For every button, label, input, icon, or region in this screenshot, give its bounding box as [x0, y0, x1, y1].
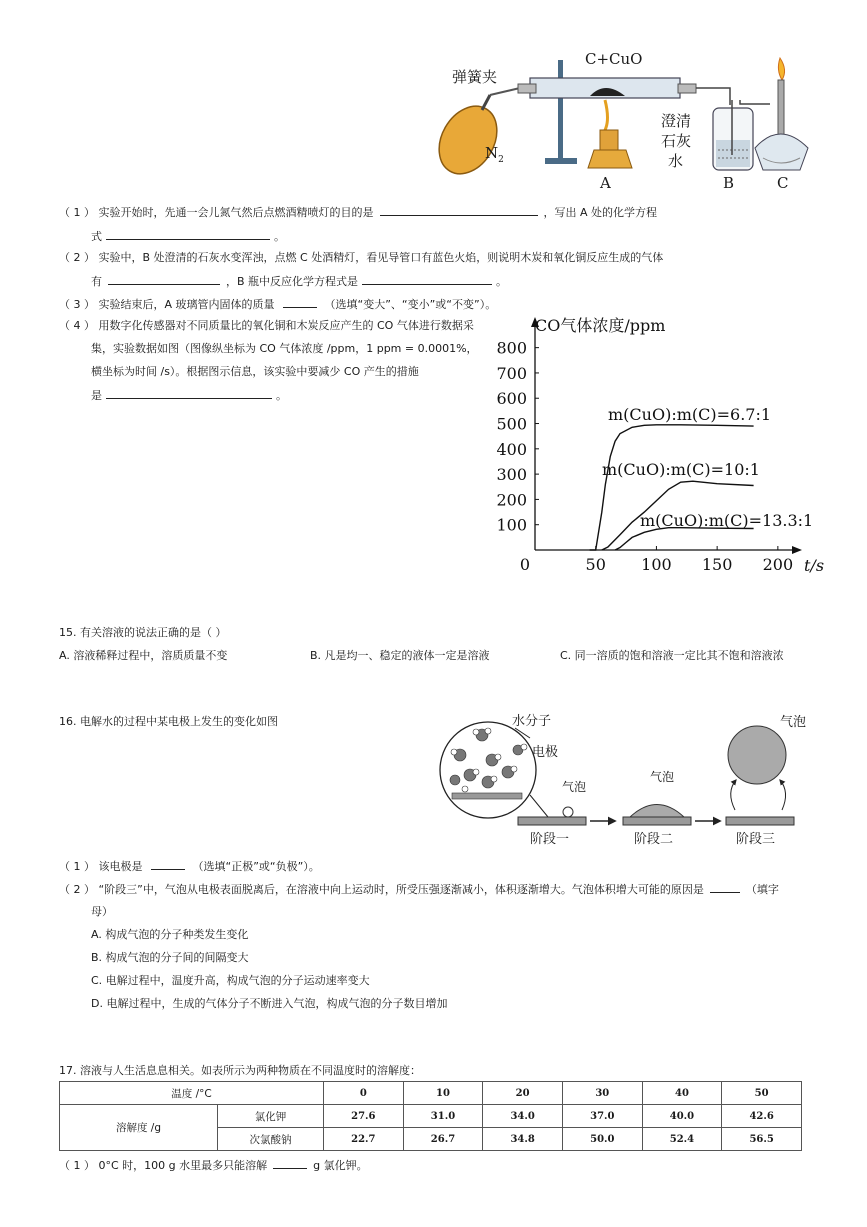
- q16-option-b[interactable]: B. 构成气泡的分子间的间隔变大: [91, 951, 249, 964]
- x-axis-label: t/s: [804, 556, 825, 575]
- table-cell: 56.5: [722, 1128, 802, 1151]
- table-cell: 27.6: [324, 1105, 404, 1128]
- x-tick-label: 100: [641, 555, 672, 574]
- row-label-kcl: 氯化钾: [218, 1105, 324, 1128]
- table-cell: 37.0: [562, 1105, 642, 1128]
- q14-line9: 是 。: [91, 389, 287, 402]
- y-tick-label: 800: [496, 338, 527, 358]
- q14-line1: （ 1 ） 实验开始时，先通一会儿氮气然后点燃酒精喷灯的目的是 ，写出 A 处的化学方程: [59, 206, 658, 219]
- label-b: B: [723, 174, 735, 192]
- bubble-label-1: 气泡: [562, 780, 587, 794]
- stage-2-label: 阶段二: [634, 832, 674, 847]
- q17-sub1: （ 1 ） 0°C 时，100 g 水里最多只能溶解 g 氯化钾。: [59, 1159, 368, 1172]
- q15-option-a[interactable]: A. 溶液稀释过程中，溶质质量不变: [59, 649, 228, 662]
- table-cell: 26.7: [403, 1128, 483, 1151]
- series-label: m(CuO):m(C)=6.7:1: [608, 405, 772, 424]
- table-cell: 10: [403, 1082, 483, 1105]
- y-tick-label: 300: [496, 465, 527, 485]
- q17-stem: 17. 溶液与人生活息息相关。如表所示为两种物质在不同温度时的溶解度：: [59, 1064, 421, 1077]
- solubility-header: 溶解度 /g: [60, 1105, 218, 1151]
- answer-blank[interactable]: [108, 273, 220, 285]
- clip-label: 弹簧夹: [452, 68, 498, 86]
- table-cell: 50: [722, 1082, 802, 1105]
- label-c: C: [777, 174, 789, 192]
- q16-sub2: （ 2 ） “阶段三”中，气泡从电极表面脱离后，在溶液中向上运动时，所受压强逐渐减小，体积逐渐增大。气泡体积增大可能的原因是 （填字: [59, 883, 779, 896]
- y-tick-label: 700: [496, 363, 527, 383]
- y-tick-label: 600: [496, 389, 527, 409]
- electrode-label: 电极: [532, 745, 559, 760]
- q14-line4: 有 ，B 瓶中反应化学方程式是 。: [91, 275, 508, 288]
- table-cell: 40.0: [642, 1105, 722, 1128]
- table-cell: 34.0: [483, 1105, 563, 1128]
- x-tick-label: 150: [701, 555, 733, 574]
- temp-header: 温度 /°C: [60, 1082, 324, 1105]
- answer-blank[interactable]: [362, 273, 492, 285]
- limewater-label-1: 澄清: [661, 112, 692, 130]
- q14-line5: （ 3 ） 实验结束后，A 玻璃管内固体的质量 （选填“变大”、“变小”或“不变”）。: [59, 298, 497, 311]
- water-molecule-label: 水分子: [512, 714, 552, 729]
- q16-option-d[interactable]: D. 电解过程中，生成的气体分子不断进入气泡，构成气泡的分子数目增加: [91, 997, 448, 1010]
- table-cell: 31.0: [403, 1105, 483, 1128]
- table-cell: 22.7: [324, 1128, 404, 1151]
- bubble-label-3: 气泡: [780, 715, 807, 730]
- table-cell: 20: [483, 1082, 563, 1105]
- x-tick-label: 0: [519, 555, 531, 574]
- reactant-label: C+CuO: [585, 50, 643, 68]
- q14-line7: 集，实验数据如图（图像纵坐标为 CO 气体浓度 /ppm，1 ppm = 0.0001%，: [91, 342, 478, 355]
- series-line: [615, 528, 754, 550]
- label-a: A: [600, 174, 611, 192]
- answer-blank[interactable]: [273, 1157, 307, 1169]
- bubble-label-2: 气泡: [650, 770, 675, 784]
- table-cell: 0: [324, 1082, 404, 1105]
- answer-blank[interactable]: [106, 387, 272, 399]
- q15-stem: 15. 有关溶液的说法正确的是（ ）: [59, 626, 227, 639]
- answer-blank[interactable]: [151, 858, 185, 870]
- co-concentration-chart: [490, 310, 825, 580]
- x-axis-arrow: [792, 546, 802, 554]
- series-label: m(CuO):m(C)=13.3:1: [640, 511, 814, 530]
- y-tick-label: 500: [496, 414, 527, 434]
- q14-line3: （ 2 ） 实验中，B 处澄清的石灰水变浑浊，点燃 C 处酒精灯，看见导管口有蓝色火焰，则说明木炭和氧化铜反应生成的气体: [59, 251, 664, 264]
- series-label: m(CuO):m(C)=10:1: [602, 460, 760, 479]
- table-cell: 34.8: [483, 1128, 563, 1151]
- q15-option-c[interactable]: C. 同一溶质的饱和溶液一定比其不饱和溶液浓: [560, 649, 784, 662]
- table-cell: 30: [562, 1082, 642, 1105]
- solubility-table: [59, 1081, 802, 1151]
- row-label-naclo: 次氯酸钠: [218, 1128, 324, 1151]
- answer-blank[interactable]: [283, 296, 317, 308]
- y-tick-label: 400: [496, 439, 527, 459]
- q14-line6: （ 4 ） 用数字化传感器对不同质量比的氧化铜和木炭反应产生的 CO 气体进行数据采: [59, 319, 474, 332]
- x-tick-label: 50: [585, 555, 606, 574]
- stage-3-label: 阶段三: [736, 832, 776, 847]
- y-tick-label: 200: [496, 490, 527, 510]
- y-axis-label: CO气体浓度/ppm: [535, 316, 666, 335]
- limewater-label-3: 水: [668, 152, 684, 170]
- table-cell: 50.0: [562, 1128, 642, 1151]
- table-cell: 42.6: [722, 1105, 802, 1128]
- q16-sub1: （ 1 ） 该电极是 （选填“正极”或“负极”）。: [59, 860, 320, 873]
- table-row: [60, 1105, 802, 1128]
- x-tick-label: 200: [762, 555, 794, 574]
- q16-sub2-cont: 母）: [91, 905, 113, 918]
- answer-blank[interactable]: [106, 228, 270, 240]
- q14-line2: 式 。: [91, 230, 285, 243]
- q14-line8: 横坐标为时间 /s）。根据图示信息，该实验中要减少 CO 产生的措施: [91, 365, 419, 378]
- gas-label: $N_2$: [485, 144, 504, 165]
- q15-option-b[interactable]: B. 凡是均一、稳定的液体一定是溶液: [310, 649, 490, 662]
- answer-blank[interactable]: [710, 881, 740, 893]
- q16-option-c[interactable]: C. 电解过程中，温度升高，构成气泡的分子运动速率变大: [91, 974, 370, 987]
- table-row: [60, 1082, 802, 1105]
- stage-1-label: 阶段一: [530, 832, 570, 847]
- y-tick-label: 100: [496, 515, 527, 535]
- q16-option-a[interactable]: A. 构成气泡的分子种类发生变化: [91, 928, 249, 941]
- table-cell: 52.4: [642, 1128, 722, 1151]
- answer-blank[interactable]: [380, 204, 538, 216]
- q16-stem: 16. 电解水的过程中某电极上发生的变化如图: [59, 715, 278, 728]
- table-cell: 40: [642, 1082, 722, 1105]
- limewater-label-2: 石灰: [661, 132, 692, 150]
